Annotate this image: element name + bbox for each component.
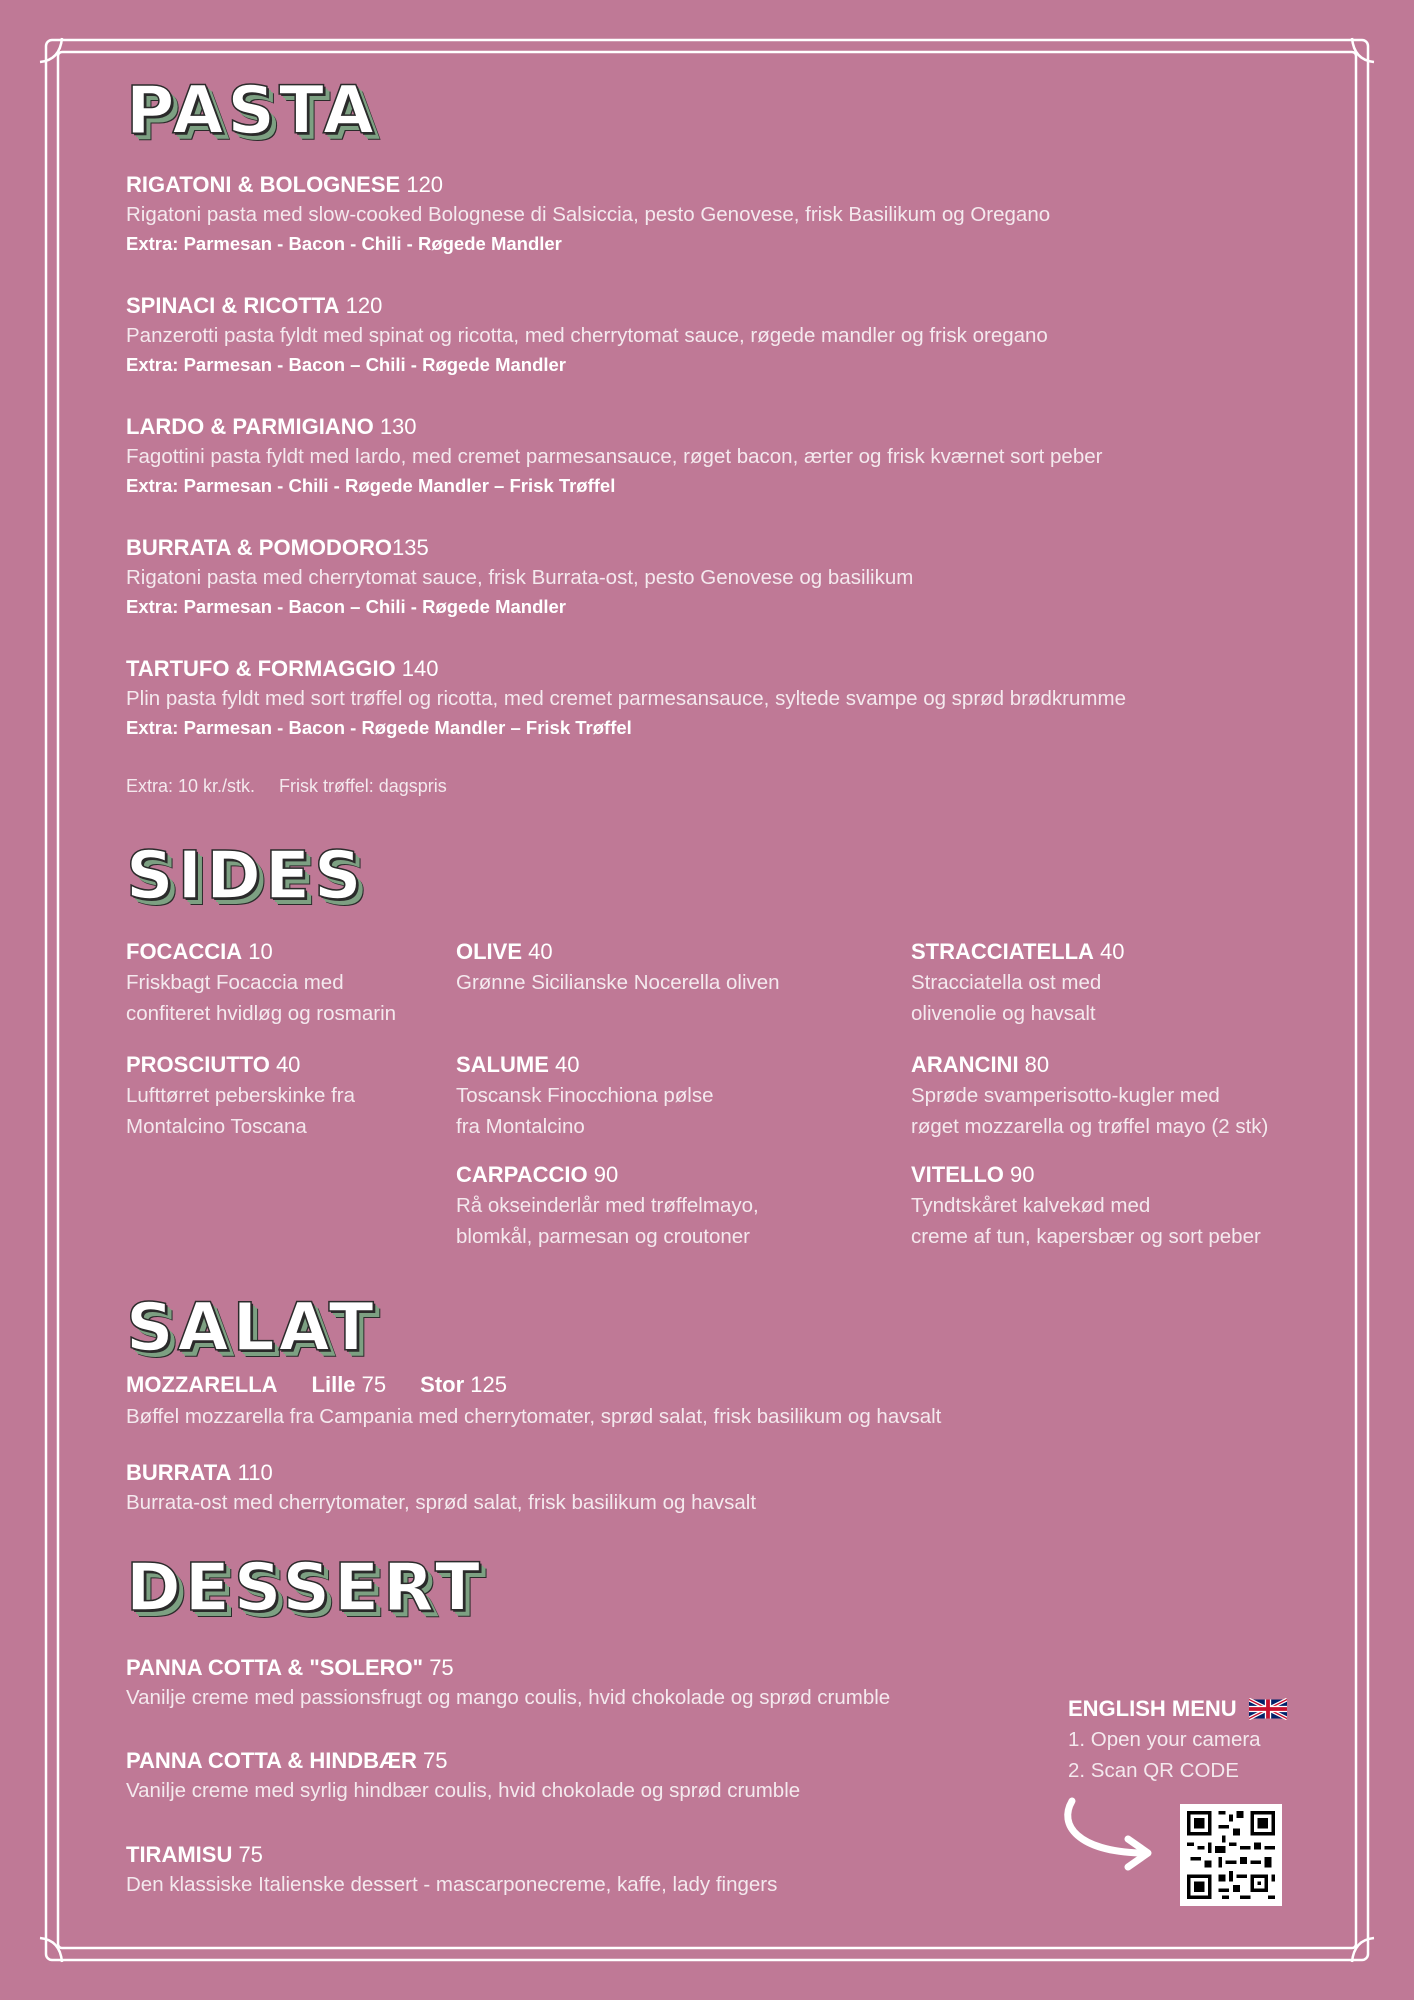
dessert-heading: DESSERT (126, 1549, 484, 1626)
item-description: Den klassiske Italienske dessert - mascarponecreme, kaffe, lady fingers (126, 1873, 778, 1896)
side-item (456, 937, 856, 998)
curved-arrow-icon (1058, 1795, 1170, 1875)
item-price: 10 (242, 939, 273, 964)
side-item (456, 1160, 856, 1252)
item-price: 75 (423, 1655, 454, 1680)
item-description: Stracciatella ost med (911, 971, 1102, 994)
burrata-item (126, 1458, 756, 1518)
item-name: PANNA COTTA & "SOLERO" (126, 1655, 424, 1680)
item-description: confiteret hvidløg og rosmarin (126, 1002, 397, 1025)
side-item (911, 1050, 1331, 1142)
item-name: SALUME (456, 1052, 549, 1077)
item-price: 130 (373, 414, 417, 439)
dessert-item (126, 1746, 800, 1806)
item-description: Tyndtskåret kalvekød med (911, 1194, 1151, 1217)
item-description: Vanilje creme med syrlig hindbær coulis, hvid chokolade og sprød crumble (126, 1779, 801, 1802)
item-price: 75 (416, 1748, 448, 1773)
item-extras: Extra: Parmesan - Bacon – Chili - Røgede Mandler (126, 596, 566, 617)
item-name: TARTUFO & FORMAGGIO (126, 656, 396, 681)
item-description: Rigatoni pasta med slow-cooked Bolognese di Salsiccia, pesto Genovese, frisk Basilikum og Oregano (126, 203, 1051, 226)
item-name: STRACCIATELLA (911, 939, 1094, 964)
item-price: 135 (392, 535, 429, 560)
pasta-extras-note (126, 776, 471, 797)
item-price: 110 (231, 1460, 273, 1485)
item-description: Vanilje creme med passionsfrugt og mango coulis, hvid chokolade og sprød crumble (126, 1686, 891, 1709)
item-description: Burrata-ost med cherrytomater, sprød salat, frisk basilikum og havsalt (126, 1491, 757, 1514)
item-price: 40 (1093, 939, 1125, 964)
side-item (911, 1160, 1331, 1252)
size-large-label: Stor (420, 1372, 465, 1397)
item-price: 75 (232, 1842, 263, 1867)
pasta-item (126, 291, 1048, 379)
item-description: blomkål, parmesan og croutoner (456, 1225, 750, 1248)
item-price: 40 (269, 1052, 301, 1077)
item-description: Plin pasta fyldt med sort trøffel og ricotta, med cremet parmesansauce, syltede svampe og sprød brødkrumme (126, 687, 1126, 710)
item-name: PANNA COTTA & HINDBÆR (126, 1748, 417, 1773)
item-price: 40 (522, 939, 553, 964)
pasta-item (126, 170, 1050, 258)
side-item (126, 937, 486, 1029)
item-extras: Extra: Parmesan - Chili - Røgede Mandler – Frisk Trøffel (126, 475, 616, 496)
mozzarella-description (126, 1402, 941, 1432)
item-description: fra Montalcino (456, 1115, 585, 1138)
item-description: Panzerotti pasta fyldt med spinat og ricotta, med cherrytomat sauce, røgede mandler og frisk oregano (126, 324, 1048, 347)
pasta-item (126, 654, 1126, 742)
item-price: 90 (1003, 1162, 1035, 1187)
item-extras: Extra: Parmesan - Bacon – Chili - Røgede Mandler (126, 354, 566, 375)
item-price: 40 (548, 1052, 580, 1077)
item-name: CARPACCIO (456, 1162, 588, 1187)
item-description: Grønne Sicilianske Nocerella oliven (456, 971, 780, 994)
item-name: TIRAMISU (126, 1842, 233, 1867)
item-name: MOZZARELLA (126, 1372, 278, 1397)
salat-heading: SALAT (126, 1289, 378, 1366)
size-small-price: 75 (355, 1372, 387, 1397)
item-description: Rå okseinderlår med trøffelmayo, (456, 1194, 759, 1217)
item-description: Friskbagt Focaccia med (126, 971, 344, 994)
item-description: olivenolie og havsalt (911, 1002, 1096, 1025)
dessert-item (126, 1840, 777, 1900)
item-name: SPINACI & RICOTTA (126, 293, 340, 318)
item-price: 80 (1018, 1052, 1050, 1077)
size-small-label: Lille (311, 1372, 356, 1397)
item-name: ARANCINI (911, 1052, 1019, 1077)
item-description: Sprøde svamperisotto-kugler med (911, 1084, 1220, 1107)
uk-flag-icon (1249, 1698, 1287, 1720)
item-name: VITELLO (911, 1162, 1004, 1187)
english-menu-title: ENGLISH MENU (1068, 1696, 1237, 1721)
item-price: 120 (400, 172, 444, 197)
item-name: RIGATONI & BOLOGNESE (126, 172, 401, 197)
side-item (126, 1050, 486, 1142)
item-price: 140 (395, 656, 439, 681)
item-price: 120 (339, 293, 383, 318)
size-large-price: 125 (464, 1372, 507, 1397)
item-description: Lufttørret peberskinke fra (126, 1084, 356, 1107)
side-item (911, 937, 1331, 1029)
item-description: Montalcino Toscana (126, 1115, 307, 1138)
pasta-item (126, 412, 1102, 500)
item-extras: Extra: Parmesan - Bacon - Røgede Mandler – Frisk Trøffel (126, 717, 632, 738)
item-description: Fagottini pasta fyldt med lardo, med cremet parmesansauce, røget bacon, ærter og frisk kværnet sort peber (126, 445, 1103, 468)
item-description: Rigatoni pasta med cherrytomat sauce, frisk Burrata-ost, pesto Genovese og basilikum (126, 566, 914, 589)
item-description: Bøffel mozzarella fra Campania med cherrytomater, sprød salat, frisk basilikum og havsalt (126, 1405, 942, 1428)
item-name: OLIVE (456, 939, 523, 964)
item-extras: Extra: Parmesan - Bacon - Chili - Røgede Mandler (126, 233, 562, 254)
item-name: LARDO & PARMIGIANO (126, 414, 374, 439)
side-item (456, 1050, 856, 1142)
item-description: Toscansk Finocchiona pølse (456, 1084, 714, 1107)
qr-code-icon[interactable] (1180, 1804, 1282, 1906)
extra-price-note: Extra: 10 kr./stk. (126, 776, 256, 796)
mozzarella-item (126, 1370, 507, 1400)
sides-heading: SIDES (126, 837, 366, 914)
item-price: 90 (587, 1162, 619, 1187)
item-name: BURRATA (126, 1460, 232, 1485)
item-description: creme af tun, kapersbær og sort peber (911, 1225, 1261, 1248)
english-menu-box (1068, 1694, 1308, 1786)
item-name: BURRATA & POMODORO (126, 535, 393, 560)
qr-step-2: 2. Scan QR CODE (1068, 1759, 1239, 1782)
qr-step-1: 1. Open your camera (1068, 1728, 1261, 1751)
pasta-item (126, 533, 913, 621)
item-name: PROSCIUTTO (126, 1052, 270, 1077)
truffle-price-note: Frisk trøffel: dagspris (279, 776, 447, 796)
dessert-item (126, 1653, 890, 1713)
item-name: FOCACCIA (126, 939, 243, 964)
item-description: røget mozzarella og trøffel mayo (2 stk) (911, 1115, 1269, 1138)
pasta-heading: PASTA (126, 72, 378, 149)
